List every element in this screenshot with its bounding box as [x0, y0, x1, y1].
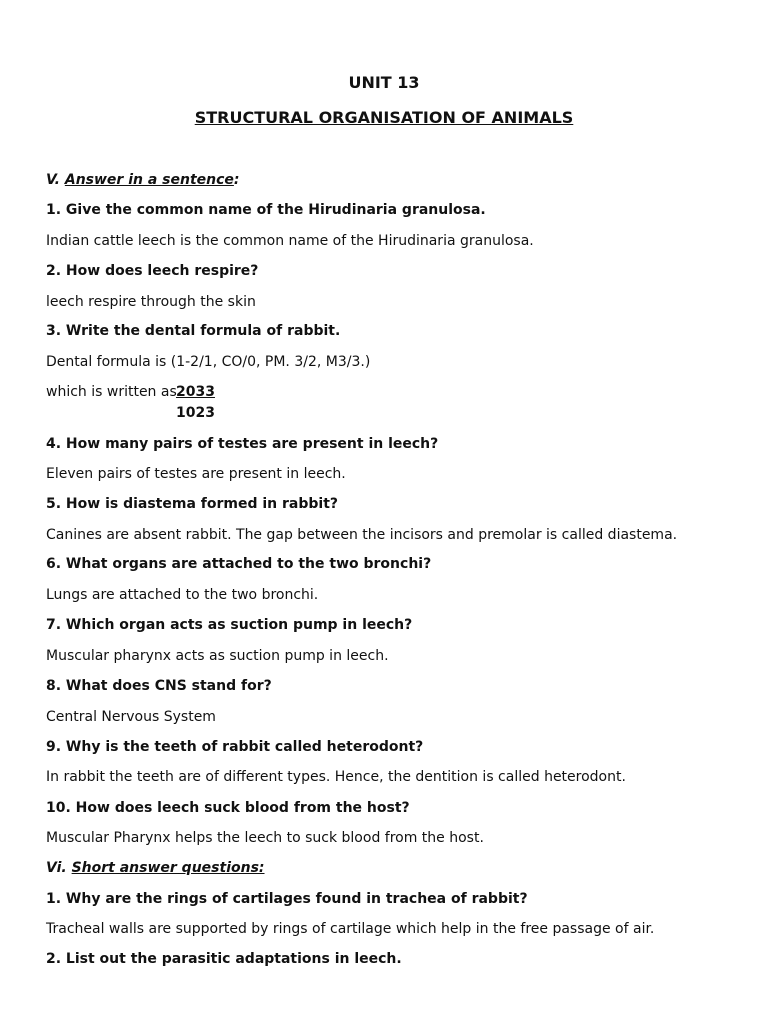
section-v-heading: [46, 172, 240, 188]
short-question-2: 2. List out the parasitic adaptations in leech.: [46, 951, 402, 967]
question-4: 4. How many pairs of testes are present in leech?: [46, 436, 439, 452]
answer-4: Eleven pairs of testes are present in leech.: [46, 466, 346, 482]
section-v-prefix: V.: [46, 172, 65, 188]
answer-6: Lungs are attached to the two bronchi.: [46, 587, 319, 603]
question-5: 5. How is diastema formed in rabbit?: [46, 496, 339, 512]
short-question-1: 1. Why are the rings of cartilages found in trachea of rabbit?: [46, 891, 528, 907]
answer-7: Muscular pharynx acts as suction pump in leech.: [46, 648, 389, 664]
answer-1: Indian cattle leech is the common name of the Hirudinaria granulosa.: [46, 233, 534, 249]
question-10: 10. How does leech suck blood from the host?: [46, 800, 410, 816]
section-v-label: Answer in a sentence: [64, 172, 234, 188]
question-1: 1. Give the common name of the Hirudinaria granulosa.: [46, 202, 486, 218]
document-title: STRUCTURAL ORGANISATION OF ANIMALS: [194, 108, 574, 127]
dental-written-as: which is written as: [46, 384, 177, 400]
answer-10: Muscular Pharynx helps the leech to suck blood from the host.: [46, 830, 484, 846]
question-3: 3. Write the dental formula of rabbit.: [46, 323, 341, 339]
question-7: 7. Which organ acts as suction pump in leech?: [46, 617, 413, 633]
section-vi-prefix: Vi.: [46, 860, 72, 876]
question-6: 6. What organs are attached to the two bronchi?: [46, 556, 432, 572]
section-vi-heading: [46, 860, 265, 876]
section-vi-label: Short answer questions:: [71, 860, 265, 876]
question-9: 9. Why is the teeth of rabbit called heterodont?: [46, 739, 424, 755]
question-8: 8. What does CNS stand for?: [46, 678, 272, 694]
answer-2: leech respire through the skin: [46, 294, 256, 310]
section-v-suffix: :: [233, 172, 240, 188]
answer-8: Central Nervous System: [46, 709, 216, 725]
dental-numerator: 2033: [176, 384, 215, 400]
question-2: 2. How does leech respire?: [46, 263, 259, 279]
unit-heading: UNIT 13: [348, 73, 420, 92]
short-answer-1: Tracheal walls are supported by rings of cartilage which help in the free passage of air.: [46, 921, 655, 937]
answer-3: Dental formula is (1-2/1, CO/0, PM. 3/2, M3/3.): [46, 354, 371, 370]
answer-5: Canines are absent rabbit. The gap between the incisors and premolar is called diastema.: [46, 527, 678, 543]
answer-9: In rabbit the teeth are of different types. Hence, the dentition is called heterodont.: [46, 769, 626, 785]
dental-denominator: 1023: [176, 405, 215, 421]
